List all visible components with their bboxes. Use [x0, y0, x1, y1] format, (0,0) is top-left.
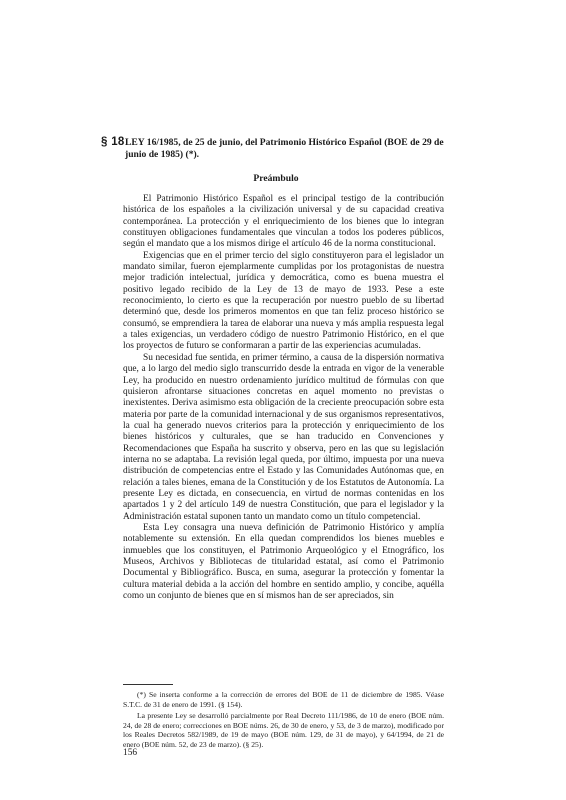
- paragraph: Esta Ley consagra una nueva definición de Patrimonio Histórico y amplía notablemente su extensión. En ella quedan comprendidos los bienes muebles e inmuebles que los constituyen, el Patrimonio Arqueológico y el Etnográfico, los Museos, Archivos y Bibliotecas de titularidad estatal, así como el Patrimonio Documental y Bibliográfico. Busca, en suma, asegurar la protección y fomentar la cultura material debida a la acción del hombre en sentido amplio, y concibe, aquélla como un conjunto de bienes que en sí mismos han de ser apreciados, sin: [123, 522, 444, 602]
- body-text: [123, 194, 444, 602]
- paragraph: Su necesidad fue sentida, en primer término, a causa de la dispersión normativa que, a lo largo del medio siglo transcurrido desde la entrada en vigor de la venerable Ley, ha producido en nuestro ordenamiento jurídico multitud de fórmulas con que quisieron afrontarse situaciones concretas en aquel momento no previstas o inexistentes. Deriva asimismo esta obligación de la creciente preocupación sobre esta materia por parte de la comunidad internacional y de sus organismos representativos, la cual ha generado nuevos criterios para la protección y enriquecimiento de los bienes históricos y culturales, que se han traducido en Convenciones y Recomendaciones que España ha suscrito y observa, pero en las que su legislación interna no se adaptaba. La revisión legal queda, por último, impuesta por una nueva distribución de competencias entre el Estado y las Comunidades Autónomas que, en relación a tales bienes, emana de la Constitución y de los Estatutos de Autonomía. La presente Ley es dictada, en consecuencia, en virtud de normas contenidas en los apartados 1 y 2 del artículo 149 de nuestra Constitución, que para el legislador y la Administración estatal suponen tanto un mandato como un título competencial.: [123, 352, 444, 522]
- page-number: 156: [123, 748, 138, 758]
- paragraph: El Patrimonio Histórico Español es el principal testigo de la contribución histórica de los españoles a la civilización universal y de su capacidad creativa contemporánea. La protección y el enriquecimiento de los bienes que lo integran constituyen obligaciones fundamentales que vinculan a todos los poderes públicos, según el mandato que a los mismos dirige el artículo 46 de la norma constitucional.: [123, 194, 444, 250]
- footnotes: [123, 690, 444, 752]
- section-title: Preámbulo: [253, 173, 299, 184]
- footnote-divider: [123, 684, 173, 685]
- law-title: LEY 16/1985, de 25 de junio, del Patrimonio Histórico Español (BOE de 29 de junio de 1985) (*).: [125, 137, 444, 160]
- paragraph: Exigencias que en el primer tercio del siglo constituyeron para el legislador un mandato similar, fueron ejemplarmente cumplidas por los protagonistas de nuestra mejor tradición intelectual, jurídica y democrática, como es buena muestra el positivo legado recibido de la Ley de 13 de mayo de 1933. Pese a este reconocimiento, lo cierto es que la recuperación por nuestro pueblo de su libertad determinó que, desde los primeros momentos en que tan feliz proceso histórico se consumó, se emprendiera la tarea de elaborar una nueva y más amplia respuesta legal a tales exigencias, un verdadero código de nuestro Patrimonio Histórico, en el que los proyectos de futuro se conformaran a partir de las experiencias acumuladas.: [123, 250, 444, 352]
- footnote: La presente Ley se desarrolló parcialmente por Real Decreto 111/1986, de 10 de enero (BOE núm. 24, de 28 de enero; correcciones en BOE núms. 26, de 30 de enero, y 53, de 3 de marzo), modificado por los Reales Decretos 582/1989, de 19 de mayo (BOE núm. 129, de 31 de mayo), y 64/1994, de 21 de enero (BOE núm. 52, de 23 de marzo). (§ 25).: [123, 711, 444, 749]
- footnote: (*) Se inserta conforme a la corrección de errores del BOE de 11 de diciembre de 1985. Véase S.T.C. de 31 de enero de 1991. (§ 154).: [123, 690, 444, 709]
- section-number: § 18: [101, 136, 125, 148]
